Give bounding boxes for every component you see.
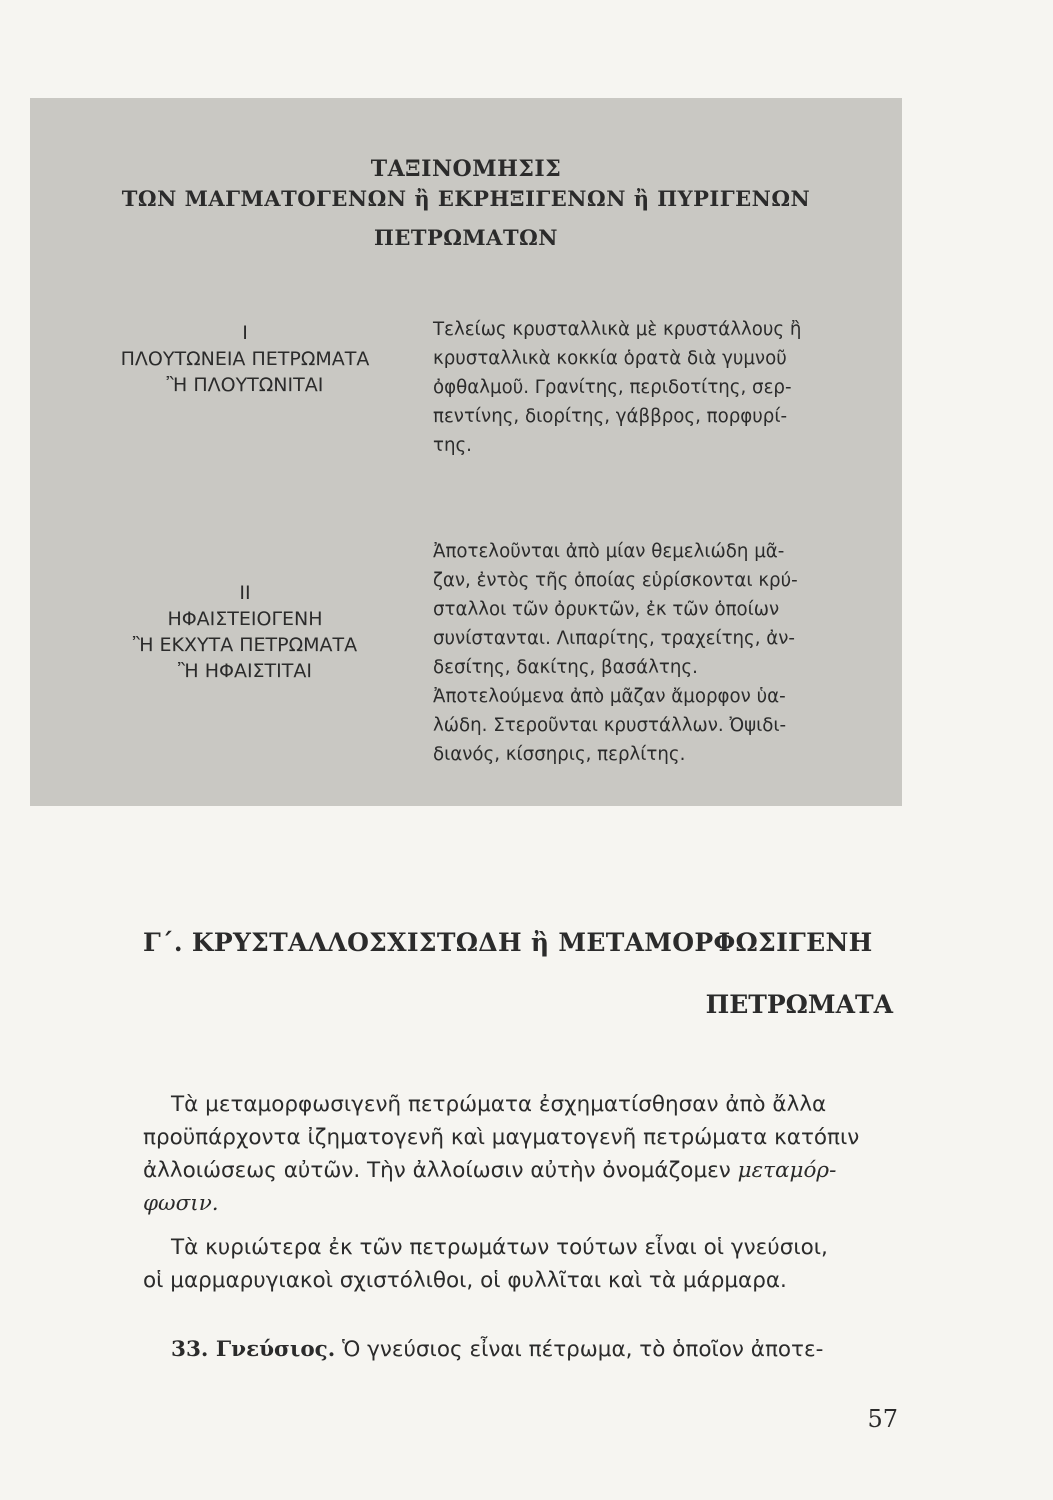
group2-desc-line: Ἀποτελούμενα ἀπὸ μᾶζαν ἄμορφον ὑα- — [433, 686, 786, 707]
group1-name-line2: Ἢ ΠΛΟΥΤΩΝΙΤΑΙ — [166, 374, 324, 396]
table-title-line2: ΤΩΝ ΜΑΓΜΑΤΟΓΕΝΩΝ ἢ ΕΚΡΗΞΙΓΕΝΩΝ ἢ ΠΥΡΙΓΕΝΩΝ — [121, 186, 811, 211]
paragraph-1-line3a: ἀλλοιώσεως αὐτῶν. Τὴν ἀλλοίωσιν αὐτὴν ὀνομάζομεν — [143, 1158, 738, 1183]
paragraph-1 — [143, 1088, 903, 1220]
group2-numeral: II — [239, 582, 251, 604]
group2-desc-line: συνίστανται. Λιπαρίτης, τραχείτης, ἀν- — [433, 628, 795, 649]
paragraph-1-line — [143, 1154, 903, 1187]
paragraph-1-line4: φωσιν. — [143, 1191, 219, 1216]
group1-desc-line: κρυσταλλικὰ κοκκία ὁρατὰ διὰ γυμνοῦ — [433, 348, 787, 369]
paragraph-2-line2: οἱ μαρμαρυγιακοὶ σχιστόλιθοι, οἱ φυλλῖται καὶ τὰ μάρμαρα. — [143, 1268, 787, 1293]
group2-desc-line: σταλλοι τῶν ὀρυκτῶν, ἐκ τῶν ὁποίων — [433, 599, 780, 620]
table-title-line3: ΠΕΤΡΩΜΑΤΩΝ — [373, 225, 558, 250]
paragraph-1-line2: προϋπάρχοντα ἰζηματογενῆ καὶ μαγματογενῆ πετρώματα κατόπιν — [143, 1125, 860, 1150]
group1-description — [433, 315, 853, 460]
group2-desc-line: διανός, κίσσηρις, περλίτης. — [433, 744, 686, 765]
section-heading-line2: ΠΕΤΡΩΜΑΤΑ — [705, 990, 893, 1019]
group2-name-line2: Ἢ ΕΚΧΥΤΑ ΠΕΤΡΩΜΑΤΑ — [132, 634, 358, 656]
group1-numeral: I — [242, 322, 248, 344]
paragraph-2-line1: Τὰ κυριώτερα ἐκ τῶν πετρωμάτων τούτων εἶναι οἱ γνεύσιοι, — [171, 1235, 828, 1260]
group1-desc-line: ὀφθαλμοῦ. Γρανίτης, περιδοτίτης, σερ- — [433, 377, 792, 398]
paragraph-2-line — [143, 1231, 903, 1264]
classification-table — [30, 98, 902, 806]
group2-name-line1: ΗΦΑΙΣΤΕΙΟΓΕΝΗ — [167, 608, 323, 630]
term-metamorphosis: μεταμόρ- — [737, 1158, 837, 1183]
group2-desc-line: δεσίτης, δακίτης, βασάλτης. — [433, 657, 698, 678]
section-number-gneiss: 33. Γνεύσιος. — [171, 1337, 336, 1362]
page-number: 57 — [867, 1405, 898, 1433]
paragraph-1-line1: Τὰ μεταμορφωσιγενῆ πετρώματα ἐσχηματίσθησαν ἀπὸ ἄλλα — [171, 1092, 827, 1117]
paragraph-2 — [143, 1231, 903, 1297]
group1-desc-line: Τελείως κρυσταλλικὰ μὲ κρυστάλλους ἢ — [433, 319, 802, 340]
paragraph-3-text: Ὁ γνεύσιος εἶναι πέτρωμα, τὸ ὁποῖον ἀποτε- — [335, 1337, 824, 1362]
group2-description — [433, 537, 853, 769]
paragraph-3-line — [143, 1333, 903, 1366]
group1-desc-line: πεντίνης, διορίτης, γάββρος, πορφυρί- — [433, 406, 788, 427]
group2-desc-line: λώδη. Στεροῦνται κρυστάλλων. Ὀψιδι- — [433, 715, 787, 736]
paragraph-3 — [143, 1333, 903, 1366]
group1-name-line1: ΠΛΟΥΤΩΝΕΙΑ ΠΕΤΡΩΜΑΤΑ — [120, 348, 370, 370]
group1-label — [115, 320, 375, 398]
group2-desc-line: ζαν, ἐντὸς τῆς ὁποίας εὑρίσκονται κρύ- — [433, 570, 798, 591]
paragraph-1-line — [143, 1088, 903, 1121]
table-title-line1: ΤΑΞΙΝΟΜΗΣΙΣ — [370, 156, 562, 182]
group2-name-line3: Ἢ ΗΦΑΙΣΤΙΤΑΙ — [178, 660, 312, 682]
section-heading-line1: Γ΄. ΚΡΥΣΤΑΛΛΟΣΧΙΣΤΩΔΗ ἢ ΜΕΤΑΜΟΡΦΩΣΙΓΕΝΗ — [143, 928, 873, 957]
group1-desc-line: της. — [433, 435, 472, 456]
group2-label — [115, 580, 375, 684]
group2-desc-line: Ἀποτελοῦνται ἀπὸ μίαν θεμελιώδη μᾶ- — [433, 541, 785, 562]
